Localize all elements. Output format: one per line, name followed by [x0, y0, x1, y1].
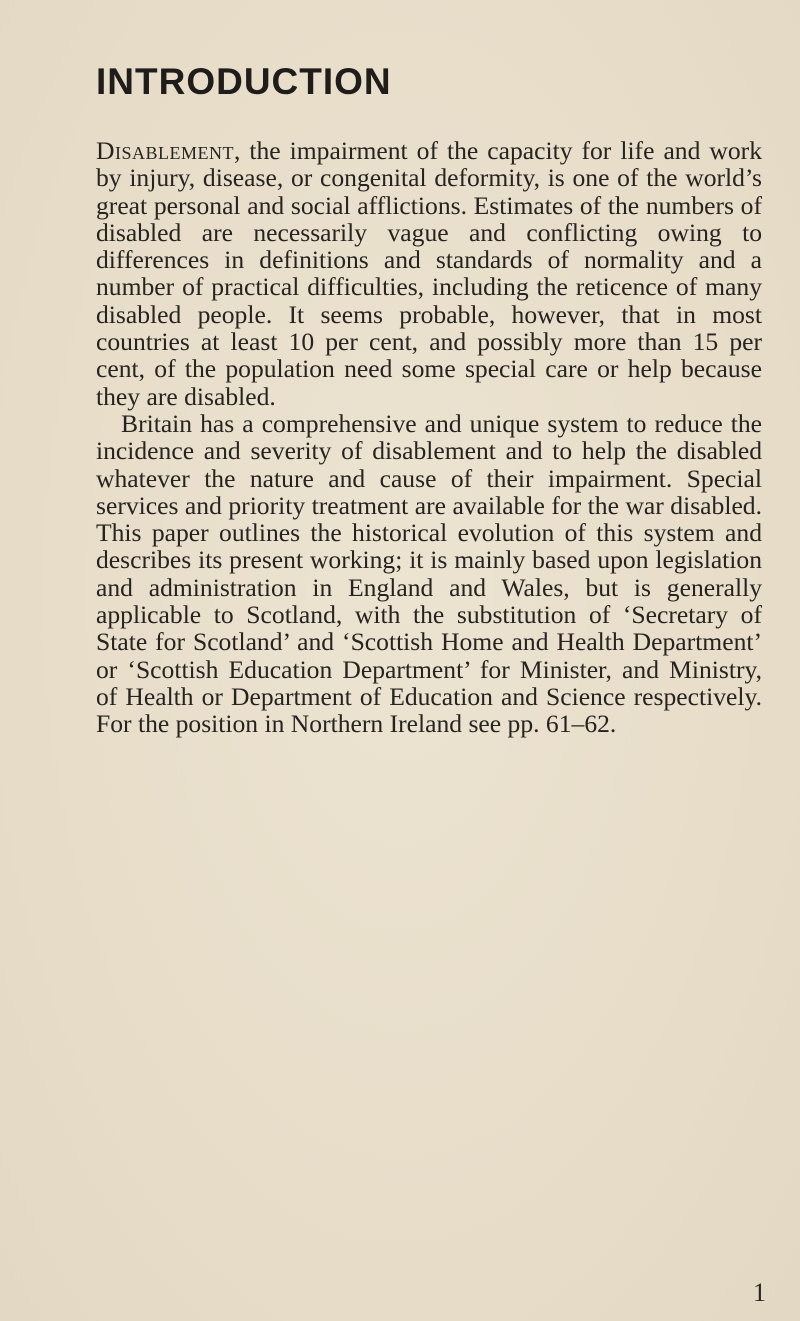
paragraph-1-text: , the impairment of the capacity for life and work by injury, disease, or congenital deformity, is one of the world’s great personal and social afflictions. Estimates of the numbers of disabled are necessarily vague and conflicting owing to differences in definitions and standards of normality and a number of practical difficulties, including the reticence of many disabled people. It seems probable, however, that in most countries at least 10 per cent, and possibly more than 15 per cent, of the population need some special care or help because they are disabled. [96, 136, 762, 411]
paragraph-2: Britain has a comprehensive and unique system to reduce the incidence and severity of disablement and to help the disabled whatever the nature and cause of their impairment. Special services and priority treatment are available for the war disabled. This paper outlines the historical evolution of this system and describes its present working; it is mainly based upon legislation and administration in England and Wales, but is generally applicable to Scotland, with the substitution of ‘Secretary of State for Scotland’ and ‘Scottish Home and Health Department’ or ‘Scottish Education Department’ for Minister, and Ministry, of Health or Department of Education and Science respectively. For the position in Northern Ireland see pp. 61–62. [96, 408, 762, 739]
page-number: 1 [753, 1278, 766, 1307]
body-text [96, 137, 762, 738]
page-title: INTRODUCTION [96, 61, 392, 102]
paragraph-lead-word: Disablement [96, 136, 234, 165]
paragraph-1 [96, 137, 762, 410]
